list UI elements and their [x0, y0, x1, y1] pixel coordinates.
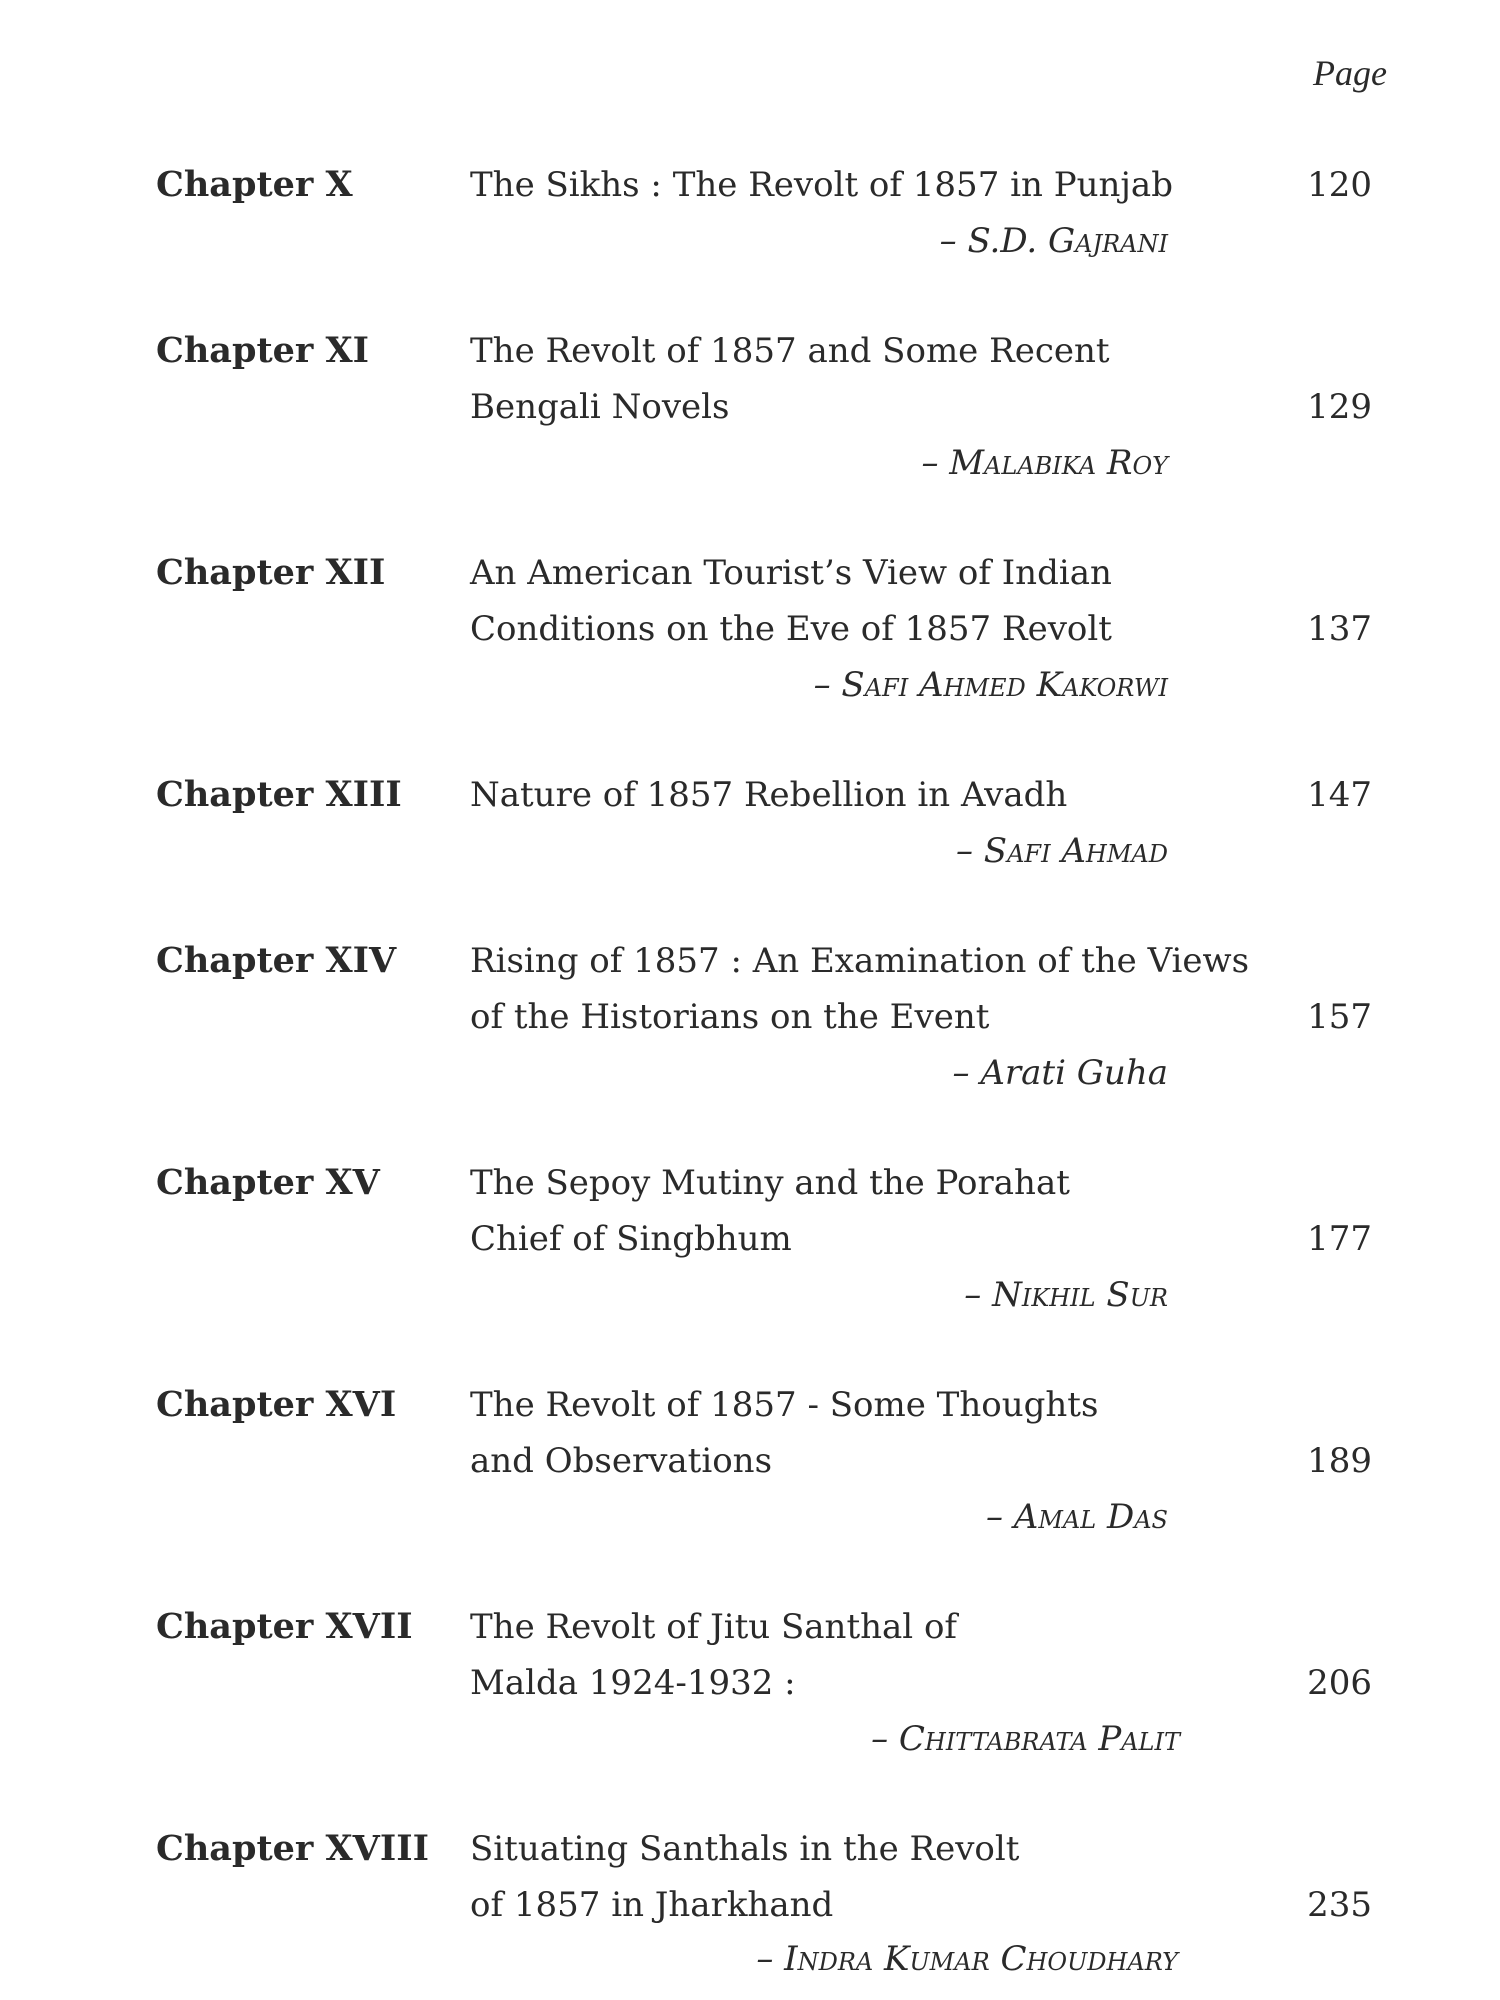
chapter-author: – Arati Guha [952, 1053, 1168, 1093]
chapter-title-line: of the Historians on the Event [470, 997, 990, 1037]
chapter-label: Chapter XII [156, 552, 386, 593]
chapter-page-number: 157 [1307, 997, 1372, 1037]
chapter-title-line: Rising of 1857 : An Examination of the Views [470, 941, 1250, 981]
chapter-title-line: The Revolt of 1857 and Some Recent [470, 331, 1110, 371]
chapter-page-number: 129 [1307, 387, 1372, 427]
chapter-author: – S.D. Gajrani [939, 221, 1168, 261]
chapter-title-line: The Revolt of Jitu Santhal of [470, 1607, 958, 1647]
chapter-page-number: 120 [1307, 165, 1372, 205]
chapter-label: Chapter XIV [156, 940, 397, 981]
chapter-author: – Indra Kumar Choudhary [756, 1939, 1178, 1979]
chapter-author: – Safi Ahmad [955, 831, 1168, 871]
chapter-page-number: 189 [1307, 1441, 1372, 1481]
chapter-title-line: Chief of Singbhum [470, 1219, 792, 1259]
chapter-title-line: An American Tourist’s View of Indian [470, 553, 1112, 593]
chapter-author: – Safi Ahmed Kakorwi [813, 665, 1168, 705]
chapter-title-line: Bengali Novels [470, 387, 730, 427]
chapter-label: Chapter XVI [156, 1384, 397, 1425]
chapter-author: – Chittabrata Palit [871, 1719, 1180, 1759]
chapter-author: – Malabika Roy [921, 443, 1168, 483]
chapter-label: Chapter X [156, 164, 353, 205]
chapter-page-number: 137 [1307, 609, 1372, 649]
chapter-title-line: The Sepoy Mutiny and the Porahat [470, 1163, 1070, 1203]
chapter-page-number: 235 [1307, 1885, 1372, 1925]
chapter-label: Chapter XVIII [156, 1828, 429, 1869]
chapter-title-line: The Revolt of 1857 - Some Thoughts [470, 1385, 1099, 1425]
page-column-header: Page [1313, 53, 1387, 93]
chapter-title-line: Malda 1924-1932 : [470, 1663, 796, 1703]
chapter-page-number: 177 [1307, 1219, 1372, 1259]
chapter-label: Chapter XIII [156, 774, 402, 815]
chapter-author: – Nikhil Sur [964, 1275, 1168, 1315]
chapter-title-line: Situating Santhals in the Revolt [470, 1829, 1020, 1869]
chapter-title-line: of 1857 in Jharkhand [470, 1885, 834, 1925]
chapter-title-line: Conditions on the Eve of 1857 Revolt [470, 609, 1112, 649]
chapter-page-number: 206 [1307, 1663, 1372, 1703]
chapter-author: – Amal Das [985, 1497, 1168, 1537]
chapter-title-line: Nature of 1857 Rebellion in Avadh [470, 775, 1068, 815]
chapter-title-line: and Observations [470, 1441, 773, 1481]
chapter-page-number: 147 [1307, 775, 1372, 815]
chapter-label: Chapter XVII [156, 1606, 413, 1647]
chapter-title-line: The Sikhs : The Revolt of 1857 in Punjab [470, 165, 1173, 205]
chapter-label: Chapter XI [156, 330, 370, 371]
chapter-label: Chapter XV [156, 1162, 380, 1203]
